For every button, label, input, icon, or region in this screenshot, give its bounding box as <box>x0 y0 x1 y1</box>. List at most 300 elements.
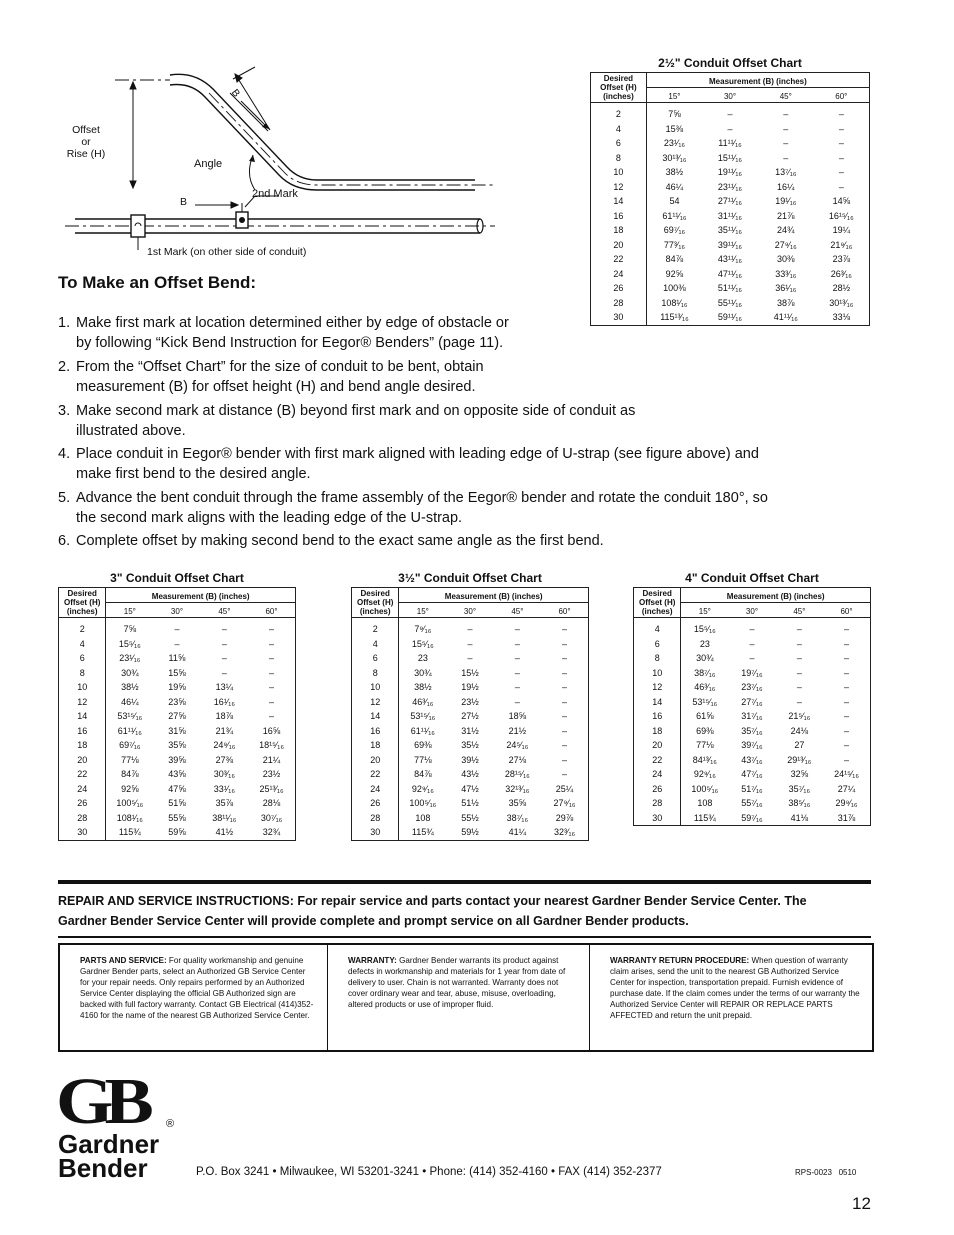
angle-header: 15° <box>106 603 153 618</box>
measurement-cell: – <box>467 638 473 649</box>
measurement-cell: 51⅝ <box>168 798 186 809</box>
measurement-cell: – <box>796 624 802 635</box>
table-row <box>634 796 871 811</box>
offset-cell: 10 <box>634 666 681 681</box>
measurement-cell: 92⅝ <box>121 783 139 794</box>
measurement-cell: 16⅝ <box>262 725 281 736</box>
offset-cell: 2 <box>591 103 647 122</box>
offset-cell: 20 <box>591 238 647 253</box>
measurement-cell: – <box>269 711 275 722</box>
measurement-cell: – <box>514 624 520 635</box>
measurement-cell: 23⅞ <box>832 254 851 265</box>
table-row <box>634 738 871 753</box>
measurement-cell: 31⅞ <box>837 812 856 823</box>
measurement-cell: 53¹⁵⁄₁₆ <box>410 711 436 722</box>
measurement-cell: 18¹⁵⁄₁₆ <box>259 740 284 751</box>
measurement-cell: 30¾ <box>414 667 432 678</box>
measurement-cell: 100⁵⁄₁₆ <box>116 798 144 809</box>
measurement-cell: – <box>844 653 850 664</box>
offset-cell: 24 <box>591 267 647 282</box>
warranty-return-box: WARRANTY RETURN PROCEDURE: When question of warranty claim arises, send the unit to the nearest GB Authorized Service Center for inspection, transportation prepaid. Furnish evidence of purchase date. If the claim comes under the terms of our warranty the Authorized Service Center will REPAIR OR REPLACE PARTS AFFECTED and return the unit prepaid. <box>610 956 860 1021</box>
measurement-cell: 32³⁄₁₆ <box>553 827 576 838</box>
measurement-cell: 15⁵⁄₁₆ <box>411 638 434 649</box>
offset-cell: 20 <box>59 753 106 768</box>
measurement-cell: 15⅝ <box>168 667 186 678</box>
measurement-cell: – <box>269 653 275 664</box>
table-row <box>591 165 870 180</box>
measurement-cell: 27⅝ <box>168 711 186 722</box>
measurement-cell: 33⅛ <box>832 312 851 323</box>
table-row <box>634 680 871 695</box>
logo-name-line1: Gardner <box>58 1129 160 1159</box>
chart-3-inch <box>58 571 296 841</box>
measurement-cell: 38⁵⁄₁₆ <box>788 798 811 809</box>
angle-header: 45° <box>494 603 541 618</box>
step-text-line: illustrated above. <box>76 422 186 439</box>
measurement-cell: 7⅝ <box>123 624 137 635</box>
measurement-cell: 47⅝ <box>168 783 186 794</box>
offset-chart-table <box>351 587 589 841</box>
measurement-cell: – <box>796 653 802 664</box>
offset-cell: 18 <box>634 724 681 739</box>
measurement-cell: 25¼ <box>555 783 574 794</box>
measurement-cell: 27⅜ <box>215 754 234 765</box>
table-row <box>59 825 296 840</box>
measurement-header: Measurement (B) (inches) <box>399 588 589 603</box>
measurement-cell: 47½ <box>461 783 479 794</box>
step-text-line: the second mark aligns with the leading edge of the U-strap. <box>76 509 463 526</box>
measurement-cell: 35½ <box>461 740 479 751</box>
offset-cell: 22 <box>634 753 681 768</box>
step-text-line: by following “Kick Bend Instruction for Eegor® Benders” (page 11). <box>76 334 504 351</box>
offset-cell: 20 <box>634 738 681 753</box>
table-row <box>352 738 589 753</box>
measurement-cell: – <box>562 638 568 649</box>
measurement-cell: 43⅝ <box>168 769 186 780</box>
measurement-cell: 23¹⁄₁₆ <box>119 653 141 664</box>
measurement-cell: 13¼ <box>215 682 234 693</box>
measurement-cell: 16¼ <box>777 181 795 192</box>
measurement-cell: 30⅜ <box>777 254 795 265</box>
measurement-cell: – <box>562 725 568 736</box>
measurement-cell: 24¹⁵⁄₁₆ <box>834 769 859 780</box>
measurement-cell: 69⅜ <box>414 740 432 751</box>
measurement-cell: 32¾ <box>262 827 281 838</box>
table-row <box>352 680 589 695</box>
offset-cell: 6 <box>352 651 399 666</box>
measurement-cell: – <box>749 638 755 649</box>
table-row <box>352 651 589 666</box>
measurement-cell: 61¹¹⁄₁₆ <box>117 725 142 736</box>
measurement-cell: 32⅝ <box>790 769 809 780</box>
first-mark-label: 1st Mark (on other side of conduit) <box>147 246 307 258</box>
b-dim-label-top: B <box>228 87 242 100</box>
measurement-cell: – <box>467 653 473 664</box>
table-row <box>59 637 296 652</box>
offset-cell: 14 <box>591 194 647 209</box>
measurement-cell: 27⁷⁄₁₆ <box>741 696 763 707</box>
offset-cell: 28 <box>352 811 399 826</box>
measurement-cell: 23 <box>417 653 428 664</box>
measurement-cell: 11⅝ <box>168 653 186 664</box>
measurement-cell: – <box>749 653 755 664</box>
measurement-cell: – <box>796 638 802 649</box>
desired-offset-header: Desired Offset (H) (inches) <box>634 588 681 618</box>
measurement-cell: 69⁷⁄₁₆ <box>119 740 141 751</box>
measurement-cell: 84⅞ <box>665 254 684 265</box>
offset-cell: 30 <box>59 825 106 840</box>
offset-cell: 28 <box>59 811 106 826</box>
step-text-line: measurement (B) for offset height (H) and bend angle desired. <box>76 378 476 395</box>
measurement-cell: – <box>844 638 850 649</box>
measurement-cell: 39⅝ <box>168 754 186 765</box>
repair-instructions: REPAIR AND SERVICE INSTRUCTIONS: For repair service and parts contact your nearest Gardner Bender Service Center. The Gardner Bender Service Center will provide complete and prompt service on all Gardner Bender products. <box>58 894 807 928</box>
measurement-cell: 77³⁄₁₆ <box>663 239 686 250</box>
table-row <box>59 753 296 768</box>
offset-cell: 4 <box>634 618 681 637</box>
measurement-cell: 27⅛ <box>508 754 527 765</box>
measurement-cell: 61¹¹⁄₁₆ <box>662 210 687 221</box>
offset-chart-table <box>58 587 296 841</box>
measurement-cell: 21¼ <box>262 754 281 765</box>
measurement-cell: 55⅝ <box>168 812 186 823</box>
chart-title: 2½" Conduit Offset Chart <box>658 56 802 70</box>
measurement-cell: 28⅛ <box>262 798 281 809</box>
warranty-box: WARRANTY: Gardner Bender warrants its product against defects in workmanship and materials for 1 year from date of delivery to user. Chain is not warranted. Warranty does not cover ordinary wear and tear, abuse, misuse, overloading, altered products or use of improper fluid. <box>328 945 590 1050</box>
measurement-cell: – <box>783 123 789 134</box>
measurement-cell: – <box>514 667 520 678</box>
measurement-cell: 19¹⁄₁₆ <box>775 196 797 207</box>
measurement-cell: 19⅝ <box>168 682 186 693</box>
table-row <box>59 724 296 739</box>
measurement-cell: 7⁹⁄₁₆ <box>414 624 432 635</box>
measurement-cell: 38⁷⁄₁₆ <box>694 667 716 678</box>
measurement-cell: – <box>269 682 275 693</box>
table-row <box>59 811 296 826</box>
measurement-cell: – <box>562 653 568 664</box>
angle-header: 45° <box>201 603 248 618</box>
measurement-cell: 92⁹⁄₁₆ <box>411 783 434 794</box>
measurement-cell: 69⅜ <box>696 725 714 736</box>
measurement-cell: 84⅞ <box>414 769 432 780</box>
measurement-cell: 38½ <box>414 682 432 693</box>
offset-cell: 2 <box>352 618 399 637</box>
measurement-cell: 28½ <box>832 283 851 294</box>
table-row <box>591 310 870 325</box>
offset-cell: 8 <box>634 651 681 666</box>
table-row <box>591 180 870 195</box>
measurement-cell: 19⁷⁄₁₆ <box>741 667 763 678</box>
offset-cell: 28 <box>634 796 681 811</box>
measurement-cell: – <box>727 109 733 120</box>
measurement-cell: 21⁵⁄₁₆ <box>788 711 811 722</box>
measurement-cell: 59⅝ <box>168 827 186 838</box>
table-row <box>634 637 871 652</box>
measurement-cell: 92⅝ <box>665 268 684 279</box>
measurement-cell: 23¹¹⁄₁₆ <box>717 181 743 192</box>
measurement-cell: 30¹³⁄₁₆ <box>662 152 687 163</box>
offset-cell: 20 <box>352 753 399 768</box>
chart-title: 3" Conduit Offset Chart <box>110 571 244 585</box>
offset-cell: 14 <box>59 709 106 724</box>
offset-cell: 26 <box>591 281 647 296</box>
measurement-cell: 15½ <box>461 667 479 678</box>
measurement-cell: 13⁷⁄₁₆ <box>775 167 797 178</box>
measurement-cell: – <box>562 682 568 693</box>
measurement-cell: 54 <box>669 196 680 207</box>
measurement-cell: 46³⁄₁₆ <box>694 682 716 693</box>
measurement-cell: 31⁷⁄₁₆ <box>741 711 763 722</box>
offset-cell: 16 <box>352 724 399 739</box>
table-row <box>591 122 870 137</box>
offset-cell: 16 <box>634 709 681 724</box>
doc-code: RPS-0023 0510 <box>795 1168 857 1177</box>
measurement-cell: 41⅛ <box>790 812 809 823</box>
measurement-cell: – <box>269 667 275 678</box>
offset-cell: 6 <box>591 136 647 151</box>
step-number: 4. <box>58 446 71 462</box>
measurement-cell: 24⅛ <box>790 725 809 736</box>
angle-header: 30° <box>153 603 200 618</box>
measurement-cell: 108 <box>415 812 431 823</box>
offset-cell: 12 <box>59 695 106 710</box>
measurement-cell: 36¹⁄₁₆ <box>775 283 797 294</box>
table-row <box>59 709 296 724</box>
registered-mark: ® <box>166 1118 175 1130</box>
second-mark-label: 2nd Mark <box>252 188 298 200</box>
step-text-line: Place conduit in Eegor® bender with first mark aligned with leading edge of U-strap (see figure above) and <box>76 446 759 462</box>
table-row <box>591 209 870 224</box>
table-row <box>59 680 296 695</box>
measurement-cell: 100⅜ <box>663 283 686 294</box>
measurement-cell: 115¹³⁄₁₆ <box>660 312 689 323</box>
offset-cell: 24 <box>634 767 681 782</box>
measurement-cell: 84⅞ <box>121 769 139 780</box>
offset-cell: 18 <box>591 223 647 238</box>
measurement-cell: – <box>269 696 275 707</box>
measurement-cell: 115¾ <box>411 827 434 838</box>
measurement-cell: 115¾ <box>118 827 141 838</box>
measurement-cell: – <box>562 711 568 722</box>
table-row <box>352 695 589 710</box>
angle-header: 45° <box>758 88 814 103</box>
measurement-cell: 46³⁄₁₆ <box>412 696 434 707</box>
measurement-cell: 15⁵⁄₁₆ <box>693 624 716 635</box>
measurement-header: Measurement (B) (inches) <box>106 588 296 603</box>
offset-cell: 30 <box>591 310 647 325</box>
measurement-cell: – <box>221 624 227 635</box>
measurement-cell: 35¹¹⁄₁₆ <box>717 225 743 236</box>
offset-cell: 22 <box>591 252 647 267</box>
offset-cell: 16 <box>59 724 106 739</box>
measurement-cell: 21¾ <box>215 725 234 736</box>
measurement-cell: – <box>562 740 568 751</box>
measurement-cell: 31½ <box>461 725 479 736</box>
measurement-cell: – <box>844 754 850 765</box>
section-rule-bottom <box>58 936 871 938</box>
table-row <box>352 767 589 782</box>
measurement-cell: 53¹⁵⁄₁₆ <box>117 711 143 722</box>
angle-header: 45° <box>776 603 823 618</box>
logo-name-line2: Bender <box>58 1153 148 1183</box>
table-row <box>591 136 870 151</box>
measurement-cell: 53¹⁵⁄₁₆ <box>692 696 718 707</box>
measurement-cell: 23¹⁄₁₆ <box>663 138 686 149</box>
offset-cell: 22 <box>59 767 106 782</box>
measurement-cell: 21⁹⁄₁₆ <box>830 239 853 250</box>
measurement-cell: 55⁷⁄₁₆ <box>741 798 763 809</box>
chart-2-5-inch <box>590 56 870 326</box>
angle-header: 60° <box>541 603 588 618</box>
measurement-cell: – <box>783 109 789 120</box>
offset-cell: 4 <box>591 122 647 137</box>
angle-header: 60° <box>823 603 870 618</box>
chart-title: 3½" Conduit Offset Chart <box>398 571 542 585</box>
measurement-cell: 15⅜ <box>665 123 684 134</box>
measurement-cell: 15⁵⁄₁₆ <box>118 638 141 649</box>
measurement-cell: 11¹¹⁄₁₆ <box>718 138 742 149</box>
offset-cell: 28 <box>591 296 647 311</box>
measurement-cell: 16¹⁄₁₆ <box>213 696 235 707</box>
offset-cell: 12 <box>352 695 399 710</box>
measurement-cell: 27⁹⁄₁₆ <box>774 239 797 250</box>
offset-cell: 10 <box>59 680 106 695</box>
table-row <box>634 811 871 826</box>
angle-label: Angle <box>194 158 223 170</box>
measurement-cell: – <box>514 682 520 693</box>
measurement-cell: 32¹³⁄₁₆ <box>505 783 530 794</box>
table-row <box>634 709 871 724</box>
table-row <box>591 238 870 253</box>
offset-cell: 6 <box>634 637 681 652</box>
offset-cell: 14 <box>352 709 399 724</box>
measurement-cell: – <box>174 638 180 649</box>
measurement-cell: 27 <box>794 740 805 751</box>
measurement-cell: 23⅝ <box>168 696 186 707</box>
measurement-cell: – <box>514 653 520 664</box>
measurement-cell: 108 <box>697 798 713 809</box>
gb-mark: GB <box>56 1065 145 1138</box>
measurement-cell: – <box>844 667 850 678</box>
measurement-cell: 23½ <box>461 696 479 707</box>
measurement-cell: – <box>221 653 227 664</box>
page-number: 12 <box>852 1194 871 1213</box>
table-row <box>591 267 870 282</box>
measurement-cell: – <box>562 696 568 707</box>
measurement-cell: 84¹³⁄₁₆ <box>692 754 717 765</box>
measurement-cell: 51⁷⁄₁₆ <box>741 783 763 794</box>
measurement-cell: 55½ <box>461 812 479 823</box>
step-text-line: make first bend to the desired angle. <box>76 465 311 482</box>
step-text-line: Advance the bent conduit through the frame assembly of the Eegor® bender and rotate the conduit 180°, so <box>76 490 768 506</box>
table-row <box>59 618 296 637</box>
measurement-cell: – <box>783 138 789 149</box>
offset-cell: 30 <box>352 825 399 840</box>
table-row <box>352 618 589 637</box>
offset-cell: 12 <box>634 680 681 695</box>
measurement-cell: 30⁷⁄₁₆ <box>260 812 283 823</box>
measurement-cell: 38¹¹⁄₁₆ <box>212 812 237 823</box>
measurement-cell: – <box>796 682 802 693</box>
offset-cell: 10 <box>352 680 399 695</box>
measurement-cell: 59¹¹⁄₁₆ <box>717 312 743 323</box>
offset-cell: 4 <box>59 637 106 652</box>
desired-offset-header: Desired Offset (H) (inches) <box>352 588 399 618</box>
table-row <box>352 666 589 681</box>
measurement-cell: 61¹¹⁄₁₆ <box>410 725 435 736</box>
measurement-cell: – <box>783 152 789 163</box>
measurement-cell: 41½ <box>215 827 234 838</box>
measurement-cell: 38⅞ <box>777 297 795 308</box>
measurement-cell: 19¼ <box>832 225 851 236</box>
measurement-cell: 23⁷⁄₁₆ <box>741 682 763 693</box>
angle-header: 15° <box>681 603 728 618</box>
measurement-cell: 18⅝ <box>508 711 527 722</box>
angle-header: 60° <box>248 603 295 618</box>
measurement-cell: 51½ <box>461 798 479 809</box>
table-row <box>59 767 296 782</box>
measurement-cell: 46¼ <box>121 696 139 707</box>
measurement-cell: 21½ <box>508 725 527 736</box>
measurement-cell: – <box>796 696 802 707</box>
measurement-cell: – <box>749 624 755 635</box>
measurement-cell: 23 <box>699 638 710 649</box>
table-row <box>59 666 296 681</box>
angle-header: 30° <box>728 603 775 618</box>
table-row <box>591 194 870 209</box>
step-text-line: Make first mark at location determined either by edge of obstacle or <box>76 315 509 331</box>
measurement-cell: 43⁷⁄₁₆ <box>741 754 763 765</box>
measurement-cell: 77⅛ <box>414 754 432 765</box>
offset-cell: 2 <box>59 618 106 637</box>
offset-cell: 12 <box>591 180 647 195</box>
gardner-bender-logo <box>56 1065 186 1183</box>
measurement-cell: 77⅛ <box>696 740 714 751</box>
offset-chart-table <box>633 587 871 826</box>
measurement-cell: – <box>727 123 733 134</box>
measurement-cell: 30¹³⁄₁₆ <box>829 297 854 308</box>
measurement-cell: 59⁷⁄₁₆ <box>741 812 763 823</box>
measurement-cell: 77⅛ <box>121 754 139 765</box>
offset-chart-table <box>590 72 870 326</box>
measurement-cell: – <box>844 624 850 635</box>
measurement-cell: 35⅞ <box>215 798 234 809</box>
measurement-cell: – <box>514 696 520 707</box>
offset-cell: 26 <box>634 782 681 797</box>
measurement-cell: 33¹⁄₁₆ <box>213 783 235 794</box>
measurement-cell: – <box>174 624 180 635</box>
table-row <box>634 618 871 637</box>
measurement-cell: 35⅝ <box>168 740 186 751</box>
measurement-cell: – <box>269 624 275 635</box>
measurement-cell: – <box>221 667 227 678</box>
angle-header: 60° <box>814 88 870 103</box>
step-number: 3. <box>58 403 71 419</box>
measurement-cell: – <box>838 138 844 149</box>
table-row <box>591 252 870 267</box>
measurement-cell: 19½ <box>461 682 479 693</box>
footer-address: P.O. Box 3241 • Milwaukee, WI 53201-3241 • Phone: (414) 352-4160 • FAX (414) 352-2377 <box>196 1166 662 1178</box>
chart-title: 4" Conduit Offset Chart <box>685 571 819 585</box>
measurement-cell: – <box>844 696 850 707</box>
step-number: 6. <box>58 533 71 549</box>
measurement-cell: – <box>221 638 227 649</box>
table-row <box>352 709 589 724</box>
desired-offset-header: Desired Offset (H) (inches) <box>591 73 647 103</box>
measurement-cell: 26³⁄₁₆ <box>830 268 852 279</box>
measurement-cell: 35⁷⁄₁₆ <box>788 783 811 794</box>
measurement-cell: 27½ <box>461 711 479 722</box>
